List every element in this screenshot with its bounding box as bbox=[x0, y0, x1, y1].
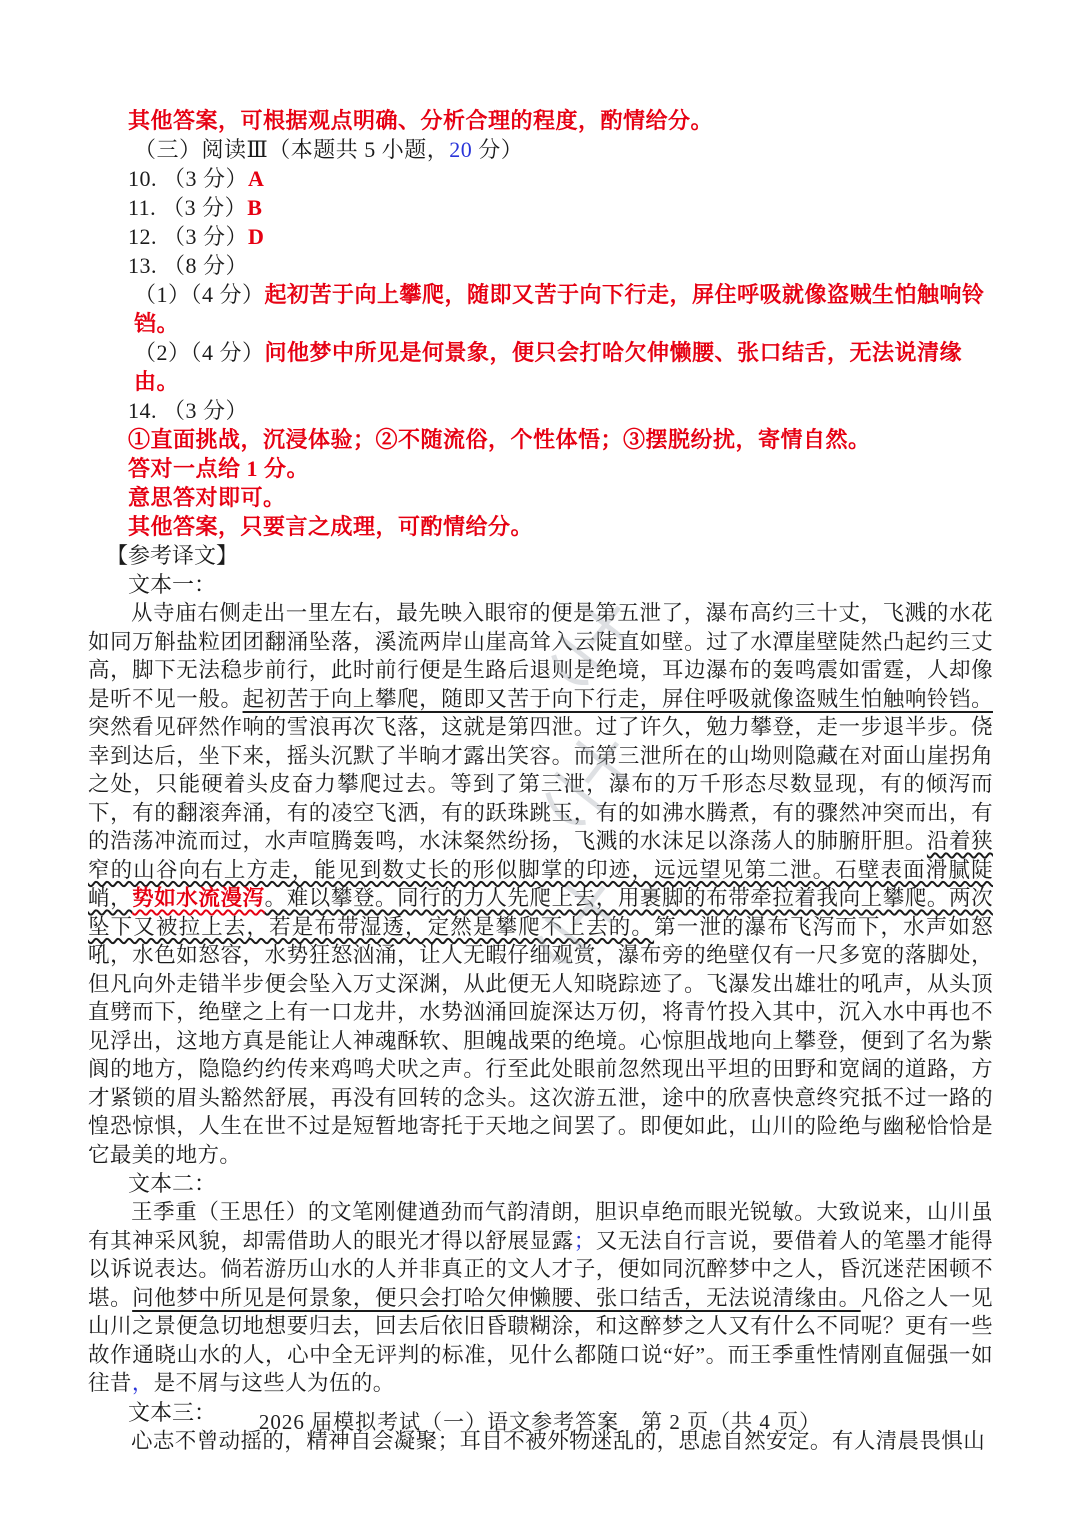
text2-paragraph bbox=[88, 1198, 993, 1398]
q10-answer: A bbox=[248, 166, 265, 191]
question-14: 14. （3 分） bbox=[128, 398, 249, 423]
answer-section bbox=[88, 106, 993, 541]
q13-2-answer: 问他梦中所见是何景象，便只会打哈欠伸懒腰、张口结舌，无法说清缘由。 bbox=[134, 340, 963, 394]
text1-seg1: 从寺庙右侧走出一里左右，最先映入眼帘的便是第五泄了，瀑布高约三十丈，飞溅的水花如同万斛盐粒团团翻涌坠落，溪流两岸山崖高耸入云陡直如壁。过了水潭崖壁陡然凸起约三丈高，脚下无法稳步前行，此时前行便是生路后退则是绝境，耳边瀑布的轰鸣震如雷霆，人却像是听不见一般。 bbox=[88, 601, 993, 711]
q13-1-label: （1）（4 分） bbox=[134, 282, 265, 307]
text3-paragraph: 心志不曾动摇的，精神自会凝聚；耳目不被外物迷乱的，思虑自然安定。有人清晨畏惧山 bbox=[131, 1428, 986, 1453]
page-footer: 2026 届模拟考试（一）语文参考答案 第 2 页（共 4 页） bbox=[258, 1410, 822, 1434]
text2-blue-comma: ， bbox=[131, 1371, 154, 1395]
q12-label: 12. （3 分） bbox=[128, 224, 249, 249]
q14-rule-3: 其他答案，只要言之成理，可酌情给分。 bbox=[128, 514, 534, 539]
q10-label: 10. （3 分） bbox=[128, 166, 249, 191]
text1-wavy-sentence-a: 沿着狭窄的山谷向右上方走，能见到数丈长的形似脚掌的印迹，远远望见第二泄。石壁表面滑腻陡峭， bbox=[88, 829, 993, 910]
text2-seg1: 王季重（王思任）的文笔刚健遒劲而气韵清朗，胆识卓绝而眼光锐敏。大致说来，山川虽有其神采风貌，却需借助人的眼光才得以舒展显露 bbox=[88, 1200, 993, 1253]
question-10 bbox=[128, 164, 993, 193]
text1-underlined-sentence: 起初苦于向上攀爬，随即又苦于向下行走，屏住呼吸就像盗贼生怕触响铃铛。 bbox=[242, 686, 993, 711]
part-three-header bbox=[134, 135, 993, 164]
translation-header: 【参考译文】 bbox=[106, 543, 239, 568]
q13-2-label: （2）（4 分） bbox=[134, 340, 265, 365]
question-12 bbox=[128, 222, 993, 251]
q11-answer: B bbox=[247, 195, 263, 220]
translation-section bbox=[88, 541, 993, 1455]
q14-points: ①直面挑战，沉浸体验；②不随流俗，个性体悟；③摆脱纷扰，寄情自然。 bbox=[128, 427, 871, 452]
question-13: 13. （8 分） bbox=[128, 253, 249, 278]
text2-seg7: 是不屑与这些人为伍的。 bbox=[153, 1371, 395, 1395]
text1-seg3: 突然看见砰然作响的雪浪再次飞落，这就是第四泄。过了许久，勉力攀登，走一步退半步。侥幸到达后，坐下来，摇头沉默了半晌才露出笑容。而第三泄所在的山坳则隐藏在对面山崖拐角之处，只能硬着头皮奋力攀爬过去。等到了第三泄，瀑布的万千形态尽数显现，有的倾泻而下，有的翻滚奔涌，有的凌空飞洒，有的跃珠跳玉，有的如沸水腾煮，有的骤然冲突而出，有的浩荡冲流而过，水声喧腾轰鸣，水沫粲然纷扬，飞溅的水沫足以涤荡人的肺腑肝胆。 bbox=[88, 715, 993, 853]
text1-red-wavy-phrase: 势如水流漫泻 bbox=[132, 886, 265, 910]
text2-seg3: 又无法自行言说，要借着人的笔墨才能得以诉说表达。倘若游历山水的人并非真正的文人才子，便如同沉醉梦中之人，昏沉迷茫困顿不堪。 bbox=[88, 1228, 993, 1310]
grading-note-top: 其他答案，可根据观点明确、分析合理的程度，酌情给分。 bbox=[128, 108, 714, 133]
q11-label: 11. （3 分） bbox=[128, 195, 248, 220]
q14-rule-1: 答对一点给 1 分。 bbox=[128, 456, 310, 481]
question-11 bbox=[128, 193, 993, 222]
part-header-score: 20 bbox=[449, 137, 473, 162]
q12-answer: D bbox=[248, 224, 265, 249]
part-header-suffix: 分） bbox=[472, 137, 524, 162]
text1-paragraph bbox=[88, 599, 993, 1169]
text1-seg7: 第一泄的瀑布飞泻而下，水声如怒吼，水色如怒容，水势狂怒汹涌，让人无暇仔细观赏，瀑布旁的绝壁仅有一尺多宽的落脚处，但凡向外走错半步便会坠入万丈深渊，从此便无人知晓踪迹了。飞瀑发出雄壮的吼声，从头顶直劈而下，绝壁之上有一口龙井，水势汹涌回旋深达万仞，将青竹投入其中，沉入水中再也不见浮出，这地方真是能让人神魂酥软、胆魄战栗的绝境。心惊胆战地向上攀登，便到了名为紫阆的地方，隐隐约约传来鸡鸣犬吠之声。行至此处眼前忽然现出平坦的田野和宽阔的道路，方才紧锁的眉头豁然舒展，再没有回转的念头。这次游五泄，途中的欣喜快意终究抵不过一路的惶恐惊惧，人生在世不过是短暂地寄托于天地之间罢了。即便如此，山川的险绝与幽秘恰恰是它最美的地方。 bbox=[88, 914, 993, 1167]
text2-underlined-sentence: 问他梦中所见是何景象，便只会打哈欠伸懒腰、张口结舌，无法说清缘由。 bbox=[132, 1285, 861, 1310]
question-13-2 bbox=[134, 338, 993, 396]
text2-seg5: 凡俗之人一见山川之景便急切地想要归去，回去后依旧昏聩糊涂，和这醉梦之人又有什么不同呢？更有一些故作通晓山水的人，心中全无评判的标准，见什么都随口说“好”。而王季重性情刚直倔强一如往昔 bbox=[88, 1285, 993, 1395]
text3-label: 文本三： bbox=[128, 1399, 217, 1425]
text2-label: 文本二： bbox=[128, 1171, 217, 1196]
part-header-prefix: （三）阅读Ⅲ（本题共 5 小题， bbox=[134, 137, 450, 162]
text1-wavy-sentence-b: 。难以攀登。同行的力人先爬上去，用裹脚的布带牵拉着我向上攀爬。两次坠下又被拉上去，若是布带湿透，定然是攀爬不上去的。 bbox=[88, 886, 993, 939]
q13-1-answer: 起初苦于向上攀爬，随即又苦于向下行走，屏住呼吸就像盗贼生怕触响铃铛。 bbox=[134, 282, 985, 336]
text2-blue-semicolon: ； bbox=[573, 1228, 596, 1253]
text1-label: 文本一： bbox=[128, 572, 217, 597]
question-13-1 bbox=[134, 280, 993, 338]
q14-rule-2: 意思答对即可。 bbox=[128, 485, 286, 510]
